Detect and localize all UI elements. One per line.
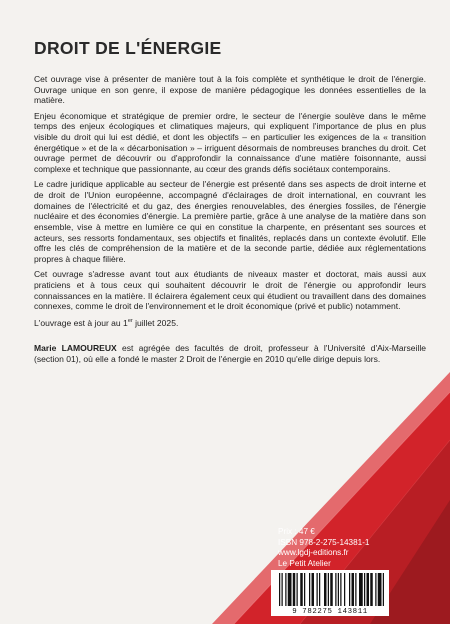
book-title: DROIT DE L'ÉNERGIE (34, 38, 222, 58)
description (34, 74, 426, 369)
author-bio: Marie LAMOUREUX est agrégée des facultés de droit, professeur à l'Université d'Aix-Marseille (section 01), où elle a fondé le master 2 Droit de l'énergie en 2010 qu'elle dirige depuis lors. (34, 342, 426, 364)
paragraph-audience: Cet ouvrage s'adresse avant tout aux étudiants de niveaux master et doctorat, mais aussi aux praticiens et à tous ceux qui souhaitent découvrir le droit de l'énergie ou approfondir leurs connaissances en la matière. Il éclairera également ceux qui étudient ou travaillent dans des domaines connexes, comme le droit de l'environnement et le droit économique (privé et public) notamment. (34, 269, 426, 312)
barcode (271, 570, 389, 616)
paragraph-framework: Le cadre juridique applicable au secteur de l'énergie est présenté dans ses aspects de droit interne et de droit de l'Union européenne, accompagné d'éclairages de droit international, en couvrant les domaines de l'électricité et du gaz, des énergies renouvelables, des énergies fossiles, de l'énergie nucléaire et des économies d'énergie. La première partie, grâce à une analyse de la matière dans son ensemble, vise à mettre en lumière ce qui en constitue la charpente, en présentant ses sources et acteurs, ses ressorts fondamentaux, ses objectifs et finalités, replacés dans un contexte évolutif. Elle offre les clés de compréhension de la matière et de la seconde partie, dédiée aux réglementations propres à chaque filière. (34, 179, 426, 265)
publisher-info (278, 527, 370, 569)
update-line: L'ouvrage est à jour au 1er juillet 2025. (34, 318, 179, 329)
collection-name: Le Petit Atelier (278, 558, 331, 568)
paragraph-intro: Cet ouvrage vise à présenter de manière tout à la fois complète et synthétique le droit de l'énergie. Ouvrage unique en son genre, il expose de manière pédagogique les données essentielles de la matière. (34, 74, 426, 106)
author-name: Marie LAMOUREUX (34, 342, 117, 353)
paragraph-stakes: Enjeu économique et stratégique de premier ordre, le secteur de l'énergie soulève dans le même temps des enjeux écologiques et climatiques majeurs, qui expliquent l'importance de plus en plus visible du droit qui lui est dédié, et dont les objectifs – en particulier les exigences de la « transition énergétique » et de la « décarbonisation » – irriguent désormais de nombreuses branches du droit. Cet ouvrage permet de découvrir ou d'approfondir la connaissance d'une matière foisonnante, aussi complexe et technique que passionnante, au cœur des grands défis sociétaux contemporains. (34, 110, 426, 175)
website: www.lgdj-editions.fr (278, 548, 349, 558)
barcode-number: 9 782275 143811 (292, 608, 368, 616)
price: Prix : 47 € (278, 527, 315, 536)
isbn: ISBN 978-2-275-14381-1 (278, 537, 370, 547)
barcode-bars (271, 570, 389, 608)
